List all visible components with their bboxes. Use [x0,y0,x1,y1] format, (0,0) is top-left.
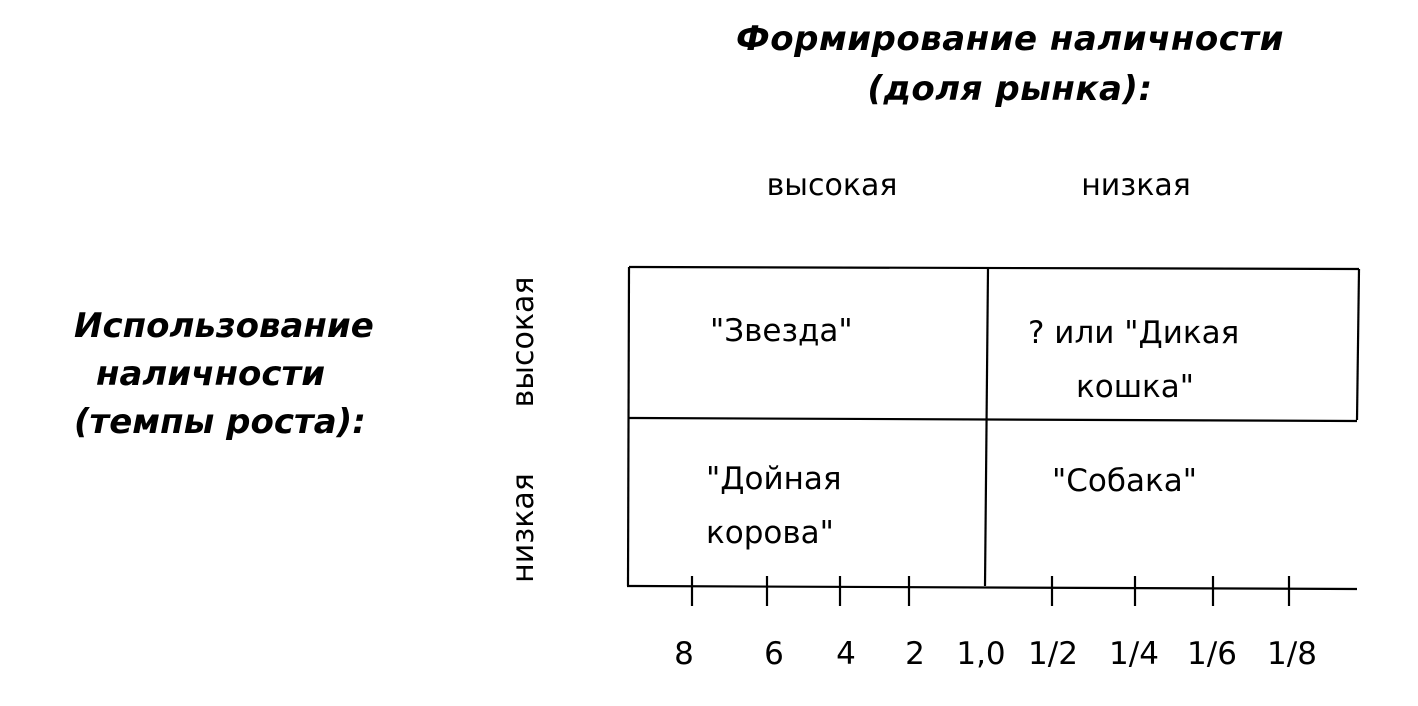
row-axis-title-line-3: (темпы роста): [74,402,366,442]
scale-tick-label: 2 [905,636,925,672]
grid-top-border [629,267,1359,269]
row-axis-title-line-1: Использование [74,306,374,346]
title-line-1: Формирование наличности [736,19,1284,59]
column-label-high: высокая [766,168,898,203]
scale-tick-label: 8 [674,636,694,672]
quadrant-dog [1052,454,1197,508]
scale-tick-label: 1/8 [1267,636,1317,672]
quadrant-cash-cow-line-1: "Дойная [706,461,842,497]
quadrant-star-label: "Звезда" [710,313,853,349]
grid-right-border [1357,269,1359,420]
column-label-low: низкая [1081,168,1191,203]
grid-middle-vertical [985,268,988,586]
quadrant-wildcat [1028,306,1239,414]
quadrant-wildcat-line-1: ? или "Дикая [1028,315,1240,351]
grid-left-border [628,267,629,586]
title-line-2: (доля рынка): [867,69,1153,109]
scale-tick-label: 1/4 [1109,636,1159,672]
row-label-low: низкая [506,473,541,583]
quadrant-star [710,304,853,358]
scale-tick-label: 4 [836,636,856,672]
scale-tick-label: 1/2 [1028,636,1078,672]
scale-tick-label: 6 [764,636,784,672]
scale-tick-label: 1,0 [956,636,1006,672]
grid-middle-horizontal [628,418,1357,421]
scale-tick-label: 1/6 [1187,636,1237,672]
row-label-high: высокая [506,276,541,408]
row-axis-title-line-2: наличности [96,354,326,394]
grid-bottom-axis [627,586,1357,589]
quadrant-cash-cow-line-2: корова" [706,515,834,551]
quadrant-cash-cow [706,452,842,560]
quadrant-dog-label: "Собака" [1052,463,1197,499]
quadrant-wildcat-line-2: кошка" [1076,369,1195,405]
